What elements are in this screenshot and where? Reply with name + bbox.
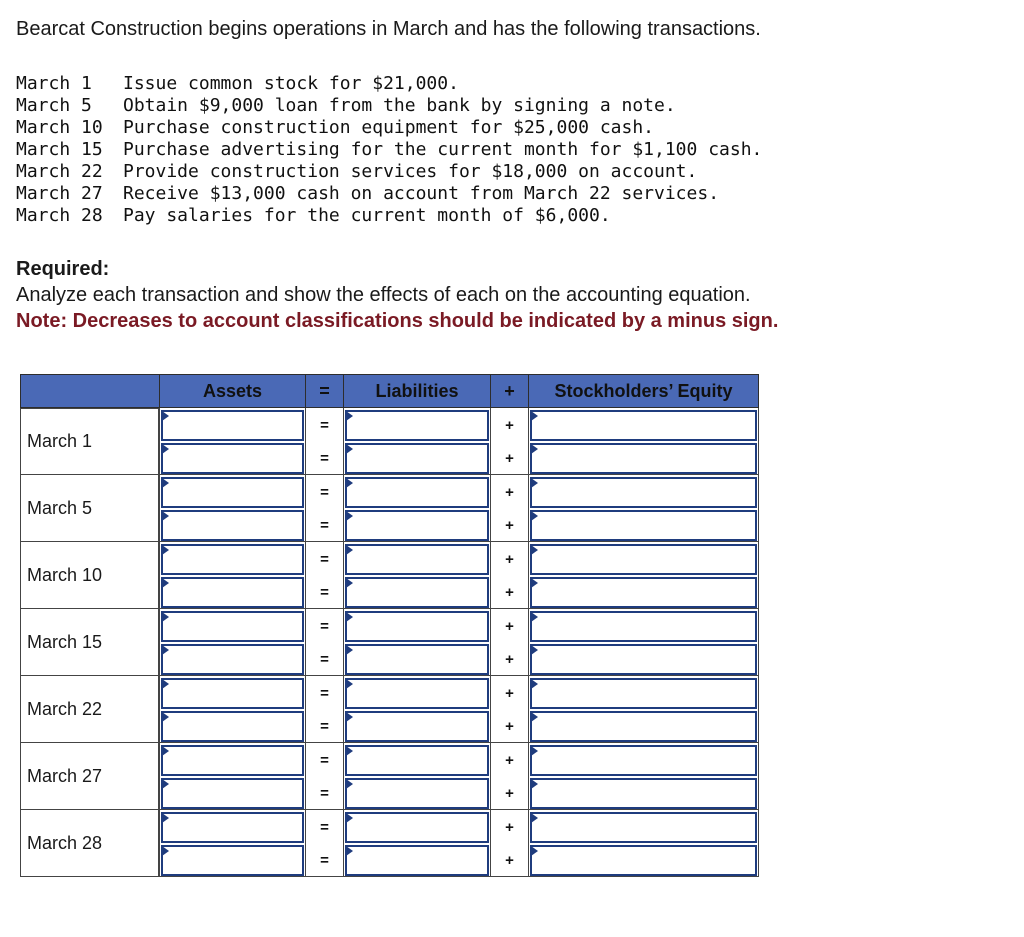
row-label: March 1 [20, 408, 159, 475]
stockholders-equity-input[interactable] [530, 544, 757, 575]
liabilities-input[interactable] [345, 711, 489, 742]
stockholders-equity-input[interactable] [530, 410, 757, 441]
input-marker-icon [531, 444, 538, 454]
stockholders-equity-input[interactable] [530, 778, 757, 809]
stockholders-equity-input[interactable] [530, 577, 757, 608]
assets-input[interactable] [161, 845, 304, 876]
input-marker-icon [346, 578, 353, 588]
transaction-date: March 27 [16, 183, 103, 204]
transaction-list [16, 73, 762, 227]
liabilities-input[interactable] [345, 611, 489, 642]
input-marker-icon [346, 411, 353, 421]
equals-sign: = [320, 417, 329, 434]
input-marker-icon [162, 444, 169, 454]
input-marker-icon [346, 779, 353, 789]
input-marker-icon [162, 411, 169, 421]
input-marker-icon [531, 578, 538, 588]
transaction-item [16, 117, 762, 139]
assets-input[interactable] [161, 443, 304, 474]
input-marker-icon [346, 545, 353, 555]
row-divider [159, 742, 759, 743]
row-label: March 10 [20, 541, 159, 609]
equals-sign: = [320, 551, 329, 568]
transaction-description: Receive $13,000 cash on account from March 22 services. [123, 183, 720, 204]
plus-sign: + [505, 651, 514, 668]
stockholders-equity-input[interactable] [530, 443, 757, 474]
input-marker-icon [346, 712, 353, 722]
row-label: March 28 [20, 809, 159, 877]
plus-sign: + [505, 752, 514, 769]
plus-sign: + [505, 584, 514, 601]
stockholders-equity-input[interactable] [530, 510, 757, 541]
row-label: March 5 [20, 474, 159, 542]
assets-input[interactable] [161, 477, 304, 508]
input-marker-icon [346, 645, 353, 655]
equals-sign: = [320, 651, 329, 668]
input-marker-icon [162, 478, 169, 488]
header-assets: Assets [159, 374, 306, 408]
input-marker-icon [162, 511, 169, 521]
transaction-date: March 22 [16, 161, 103, 182]
input-marker-icon [162, 746, 169, 756]
input-marker-icon [531, 746, 538, 756]
assets-input[interactable] [161, 611, 304, 642]
equals-sign: = [320, 785, 329, 802]
liabilities-input[interactable] [345, 410, 489, 441]
input-marker-icon [531, 478, 538, 488]
assets-input[interactable] [161, 510, 304, 541]
equals-sign: = [320, 752, 329, 769]
row-divider [159, 541, 759, 542]
equals-sign: = [320, 450, 329, 467]
required-note: Note: Decreases to account classifications should be indicated by a minus sign. [16, 310, 779, 332]
transaction-description: Obtain $9,000 loan from the bank by signing a note. [123, 95, 676, 116]
liabilities-input[interactable] [345, 443, 489, 474]
row-divider [159, 474, 759, 475]
transaction-item [16, 73, 762, 95]
transaction-date: March 15 [16, 139, 103, 160]
input-marker-icon [162, 779, 169, 789]
equals-sign: = [320, 852, 329, 869]
row-divider [159, 675, 759, 676]
stockholders-equity-input[interactable] [530, 644, 757, 675]
header-plus: + [490, 374, 529, 408]
input-marker-icon [162, 545, 169, 555]
input-marker-icon [346, 813, 353, 823]
plus-sign: + [505, 618, 514, 635]
transaction-date: March 10 [16, 117, 103, 138]
stockholders-equity-input[interactable] [530, 745, 757, 776]
assets-input[interactable] [161, 544, 304, 575]
input-marker-icon [162, 813, 169, 823]
plus-sign: + [505, 852, 514, 869]
row-divider [159, 809, 759, 810]
assets-input[interactable] [161, 410, 304, 441]
header-stockholders-equity: Stockholders’ Equity [528, 374, 759, 408]
input-marker-icon [346, 746, 353, 756]
transaction-description: Pay salaries for the current month of $6,000. [123, 205, 611, 226]
plus-sign: + [505, 819, 514, 836]
stockholders-equity-input[interactable] [530, 845, 757, 876]
transaction-description: Provide construction services for $18,000 on account. [123, 161, 698, 182]
stockholders-equity-input[interactable] [530, 611, 757, 642]
transaction-item [16, 161, 762, 183]
liabilities-input[interactable] [345, 577, 489, 608]
assets-input[interactable] [161, 577, 304, 608]
header-liabilities: Liabilities [343, 374, 491, 408]
equals-sign: = [320, 718, 329, 735]
equals-sign: = [320, 584, 329, 601]
transaction-item [16, 95, 762, 117]
required-heading: Required: [16, 258, 110, 280]
equals-sign: = [320, 685, 329, 702]
intro-text: Bearcat Construction begins operations in March and has the following transactions. [16, 18, 761, 40]
transaction-date: March 5 [16, 95, 92, 116]
input-marker-icon [162, 578, 169, 588]
input-marker-icon [531, 545, 538, 555]
transaction-item [16, 205, 762, 227]
transaction-date: March 1 [16, 73, 92, 94]
row-label: March 22 [20, 675, 159, 743]
input-marker-icon [531, 779, 538, 789]
liabilities-input[interactable] [345, 745, 489, 776]
input-marker-icon [346, 846, 353, 856]
plus-sign: + [505, 551, 514, 568]
assets-input[interactable] [161, 678, 304, 709]
row-label: March 27 [20, 742, 159, 810]
stockholders-equity-input[interactable] [530, 812, 757, 843]
input-marker-icon [162, 645, 169, 655]
liabilities-input[interactable] [345, 510, 489, 541]
transaction-item [16, 183, 762, 205]
plus-sign: + [505, 718, 514, 735]
input-marker-icon [531, 411, 538, 421]
input-marker-icon [162, 846, 169, 856]
assets-input[interactable] [161, 745, 304, 776]
transaction-item [16, 139, 762, 161]
row-divider [159, 608, 759, 609]
input-marker-icon [346, 612, 353, 622]
plus-sign: + [505, 685, 514, 702]
stockholders-equity-input[interactable] [530, 477, 757, 508]
transaction-date: March 28 [16, 205, 103, 226]
liabilities-input[interactable] [345, 845, 489, 876]
stockholders-equity-input[interactable] [530, 678, 757, 709]
input-marker-icon [162, 679, 169, 689]
table-bottom-border [20, 876, 759, 877]
plus-sign: + [505, 484, 514, 501]
liabilities-input[interactable] [345, 477, 489, 508]
stockholders-equity-input[interactable] [530, 711, 757, 742]
liabilities-input[interactable] [345, 544, 489, 575]
plus-sign: + [505, 785, 514, 802]
liabilities-input[interactable] [345, 778, 489, 809]
header-equals: = [305, 374, 344, 408]
input-marker-icon [531, 679, 538, 689]
input-marker-icon [531, 612, 538, 622]
equals-sign: = [320, 484, 329, 501]
row-label: March 15 [20, 608, 159, 676]
equals-sign: = [320, 517, 329, 534]
input-marker-icon [162, 712, 169, 722]
input-marker-icon [531, 813, 538, 823]
liabilities-input[interactable] [345, 678, 489, 709]
input-marker-icon [346, 511, 353, 521]
input-marker-icon [346, 478, 353, 488]
transaction-description: Issue common stock for $21,000. [123, 73, 459, 94]
assets-input[interactable] [161, 778, 304, 809]
input-marker-icon [346, 679, 353, 689]
input-marker-icon [531, 511, 538, 521]
plus-sign: + [505, 517, 514, 534]
assets-input[interactable] [161, 644, 304, 675]
input-marker-icon [531, 645, 538, 655]
liabilities-input[interactable] [345, 812, 489, 843]
input-marker-icon [162, 612, 169, 622]
transaction-description: Purchase advertising for the current month for $1,100 cash. [123, 139, 763, 160]
assets-input[interactable] [161, 711, 304, 742]
equals-sign: = [320, 819, 329, 836]
header-row-label [20, 374, 160, 408]
transaction-description: Purchase construction equipment for $25,000 cash. [123, 117, 655, 138]
plus-sign: + [505, 450, 514, 467]
input-marker-icon [531, 846, 538, 856]
plus-sign: + [505, 417, 514, 434]
input-marker-icon [346, 444, 353, 454]
assets-input[interactable] [161, 812, 304, 843]
equals-sign: = [320, 618, 329, 635]
required-instructions: Analyze each transaction and show the effects of each on the accounting equation. [16, 284, 751, 306]
input-marker-icon [531, 712, 538, 722]
liabilities-input[interactable] [345, 644, 489, 675]
